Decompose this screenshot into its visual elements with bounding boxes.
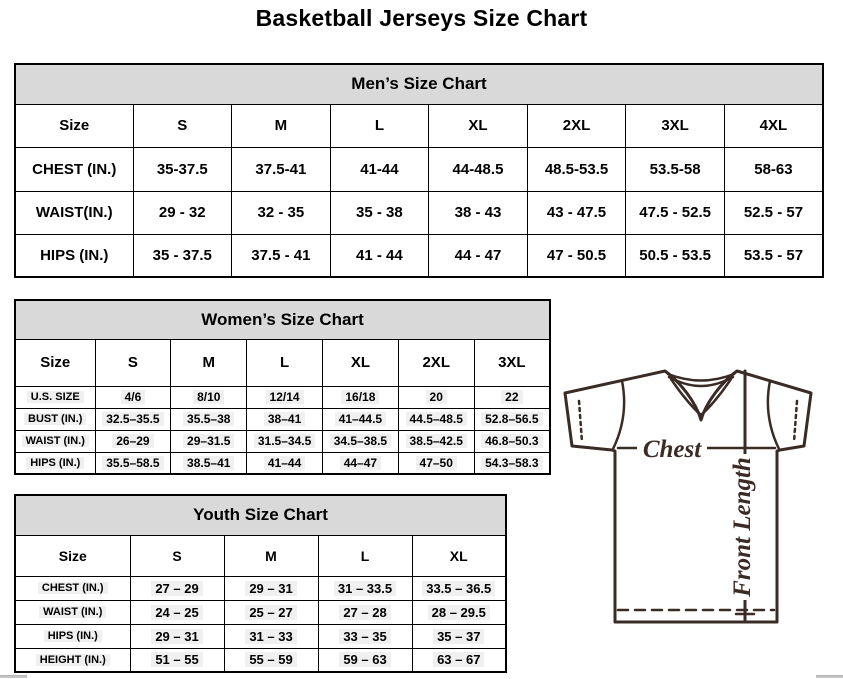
highlighted-text: 31.5–34.5	[254, 434, 315, 448]
chest-label: Chest	[642, 436, 702, 463]
highlighted-text: 12/14	[266, 390, 304, 404]
size-value-cell	[130, 624, 224, 648]
highlighted-text: 27 – 28	[339, 605, 390, 620]
row-label: WAIST(IN.)	[15, 191, 133, 234]
highlighted-text: 31 – 33	[245, 629, 296, 644]
youth-table-title: Youth Size Chart	[15, 495, 506, 535]
highlighted-text: 8/10	[193, 390, 224, 404]
table-row	[15, 234, 823, 277]
highlighted-text: 41–44	[264, 456, 305, 470]
size-value-cell	[322, 386, 398, 408]
column-header: XL	[412, 535, 506, 576]
size-value-cell	[171, 386, 247, 408]
size-value-cell	[224, 624, 318, 648]
highlighted-text: 35.5–58.5	[102, 456, 163, 470]
size-value-cell	[318, 648, 412, 672]
size-value-cell	[171, 408, 247, 430]
table-row	[15, 576, 506, 600]
jersey-measurement-diagram	[552, 358, 824, 630]
collar-rib-line	[668, 374, 734, 381]
highlighted-text: 41–44.5	[335, 412, 386, 426]
highlighted-text: 4/6	[121, 390, 146, 404]
row-label	[15, 386, 95, 408]
table-row	[15, 191, 823, 234]
size-value-cell: 48.5-53.5	[527, 147, 626, 191]
size-value-cell	[398, 430, 474, 452]
highlighted-text: 33 – 35	[339, 629, 390, 644]
highlighted-text: 29 – 31	[245, 581, 296, 596]
horizontal-scrollbar-fragment-right[interactable]	[816, 675, 843, 678]
highlighted-text: 29 – 31	[151, 629, 202, 644]
column-header: M	[171, 339, 247, 386]
column-header: XL	[322, 339, 398, 386]
size-value-cell: 53.5-58	[626, 147, 725, 191]
row-label: CHEST (IN.)	[15, 147, 133, 191]
highlighted-text: 22	[501, 390, 522, 404]
size-value-cell	[247, 452, 323, 474]
table-row	[15, 386, 550, 408]
column-header: S	[130, 535, 224, 576]
highlighted-text: 47–50	[416, 456, 457, 470]
size-value-cell	[412, 648, 506, 672]
table-row	[15, 430, 550, 452]
size-value-cell: 44-48.5	[429, 147, 528, 191]
highlighted-text: 38–41	[264, 412, 305, 426]
size-value-cell	[95, 386, 171, 408]
front-length-label: Front Length	[729, 457, 756, 597]
highlighted-text: 20	[426, 390, 447, 404]
highlighted-text: BUST (IN.)	[24, 413, 86, 425]
size-value-cell	[171, 452, 247, 474]
highlighted-text: 28 – 29.5	[428, 605, 490, 620]
highlighted-text: 63 – 67	[433, 652, 484, 667]
size-value-cell: 35-37.5	[133, 147, 232, 191]
size-value-cell: 50.5 - 53.5	[626, 234, 725, 277]
column-header: S	[133, 104, 232, 147]
column-header: XL	[429, 104, 528, 147]
column-header: L	[330, 104, 429, 147]
highlighted-text: HEIGHT (IN.)	[36, 654, 110, 666]
row-label	[15, 600, 130, 624]
page-title: Basketball Jerseys Size Chart	[255, 5, 588, 31]
highlighted-text: WAIST (IN.)	[22, 435, 89, 447]
highlighted-text: 46.8–50.3	[481, 434, 542, 448]
size-value-cell	[95, 430, 171, 452]
column-header: L	[318, 535, 412, 576]
highlighted-text: 26–29	[112, 434, 153, 448]
highlighted-text: 33.5 – 36.5	[422, 581, 495, 596]
mens-table	[14, 63, 824, 278]
table-row	[15, 408, 550, 430]
table-row	[15, 600, 506, 624]
size-value-cell	[398, 408, 474, 430]
horizontal-scrollbar-fragment-left[interactable]	[0, 675, 27, 678]
highlighted-text: 25 – 27	[245, 605, 296, 620]
highlighted-text: 38.5–42.5	[406, 434, 467, 448]
table-row	[15, 147, 823, 191]
cuff-dashed-line-right	[794, 401, 797, 442]
highlighted-text: 38.5–41	[183, 456, 234, 470]
size-value-cell	[318, 576, 412, 600]
size-value-cell	[322, 430, 398, 452]
size-value-cell	[412, 576, 506, 600]
highlighted-text: 16/18	[341, 390, 379, 404]
size-value-cell	[474, 452, 550, 474]
highlighted-text: 54.3–58.3	[481, 456, 542, 470]
womens-table-title: Women’s Size Chart	[15, 300, 550, 339]
size-value-cell	[398, 386, 474, 408]
jersey-diagram-svg	[552, 358, 824, 630]
size-value-cell	[398, 452, 474, 474]
size-value-cell	[171, 430, 247, 452]
highlighted-text: 55 – 59	[245, 652, 296, 667]
size-value-cell: 52.5 - 57	[724, 191, 823, 234]
size-value-cell: 43 - 47.5	[527, 191, 626, 234]
highlighted-text: HIPS (IN.)	[44, 630, 102, 642]
size-value-cell	[474, 430, 550, 452]
table-row	[15, 624, 506, 648]
size-value-cell	[130, 648, 224, 672]
row-label: HIPS (IN.)	[15, 234, 133, 277]
highlighted-text: CHEST (IN.)	[38, 582, 108, 594]
highlighted-text: U.S. SIZE	[27, 391, 84, 403]
highlighted-text: HIPS (IN.)	[26, 457, 84, 469]
cuff-dashed-line-left	[579, 401, 582, 442]
column-header: M	[232, 104, 331, 147]
size-value-cell	[322, 408, 398, 430]
size-value-cell	[412, 624, 506, 648]
size-value-cell: 47.5 - 52.5	[626, 191, 725, 234]
row-label	[15, 408, 95, 430]
size-value-cell	[247, 408, 323, 430]
size-value-cell: 41-44	[330, 147, 429, 191]
size-value-cell: 38 - 43	[429, 191, 528, 234]
column-header: 3XL	[626, 104, 725, 147]
size-value-cell	[322, 452, 398, 474]
size-value-cell	[318, 600, 412, 624]
size-value-cell: 53.5 - 57	[724, 234, 823, 277]
highlighted-text: 29–31.5	[183, 434, 234, 448]
size-value-cell	[95, 408, 171, 430]
column-header: 3XL	[474, 339, 550, 386]
size-value-cell	[130, 576, 224, 600]
highlighted-text: 44.5–48.5	[406, 412, 467, 426]
table-row	[15, 648, 506, 672]
size-value-cell: 47 - 50.5	[527, 234, 626, 277]
row-label	[15, 452, 95, 474]
size-value-cell	[224, 576, 318, 600]
table-row	[15, 452, 550, 474]
size-value-cell	[474, 386, 550, 408]
column-header: S	[95, 339, 171, 386]
size-value-cell	[412, 600, 506, 624]
size-value-cell	[474, 408, 550, 430]
column-header: L	[247, 339, 323, 386]
size-value-cell: 41 - 44	[330, 234, 429, 277]
column-header: Size	[15, 535, 130, 576]
size-value-cell: 35 - 37.5	[133, 234, 232, 277]
highlighted-text: 32.5–35.5	[102, 412, 163, 426]
womens-table	[14, 299, 551, 475]
highlighted-text: 52.8–56.5	[481, 412, 542, 426]
sleeve-seam-left	[613, 381, 624, 449]
highlighted-text: 51 – 55	[151, 652, 202, 667]
highlighted-text: 35.5–38	[183, 412, 234, 426]
column-header: 4XL	[724, 104, 823, 147]
size-value-cell: 32 - 35	[232, 191, 331, 234]
row-label	[15, 430, 95, 452]
size-value-cell	[247, 430, 323, 452]
row-label	[15, 624, 130, 648]
size-value-cell: 37.5 - 41	[232, 234, 331, 277]
highlighted-text: 44–47	[340, 456, 381, 470]
youth-table	[14, 494, 507, 673]
size-value-cell	[318, 624, 412, 648]
size-value-cell: 35 - 38	[330, 191, 429, 234]
column-header: Size	[15, 339, 95, 386]
mens-table-title: Men’s Size Chart	[15, 64, 823, 104]
size-value-cell	[95, 452, 171, 474]
highlighted-text: 35 – 37	[433, 629, 484, 644]
size-value-cell	[224, 648, 318, 672]
column-header: 2XL	[527, 104, 626, 147]
column-header: 2XL	[398, 339, 474, 386]
size-value-cell: 58-63	[724, 147, 823, 191]
size-value-cell	[224, 600, 318, 624]
size-value-cell: 44 - 47	[429, 234, 528, 277]
row-label	[15, 648, 130, 672]
size-value-cell	[247, 386, 323, 408]
size-value-cell	[130, 600, 224, 624]
size-value-cell: 37.5-41	[232, 147, 331, 191]
sleeve-seam-right	[768, 381, 779, 449]
highlighted-text: WAIST (IN.)	[39, 606, 106, 618]
highlighted-text: 27 – 29	[151, 581, 202, 596]
highlighted-text: 34.5–38.5	[330, 434, 391, 448]
size-value-cell: 29 - 32	[133, 191, 232, 234]
row-label	[15, 576, 130, 600]
highlighted-text: 31 – 33.5	[334, 581, 396, 596]
column-header: Size	[15, 104, 133, 147]
column-header: M	[224, 535, 318, 576]
highlighted-text: 59 – 63	[339, 652, 390, 667]
jersey-outline	[565, 371, 811, 622]
highlighted-text: 24 – 25	[151, 605, 202, 620]
